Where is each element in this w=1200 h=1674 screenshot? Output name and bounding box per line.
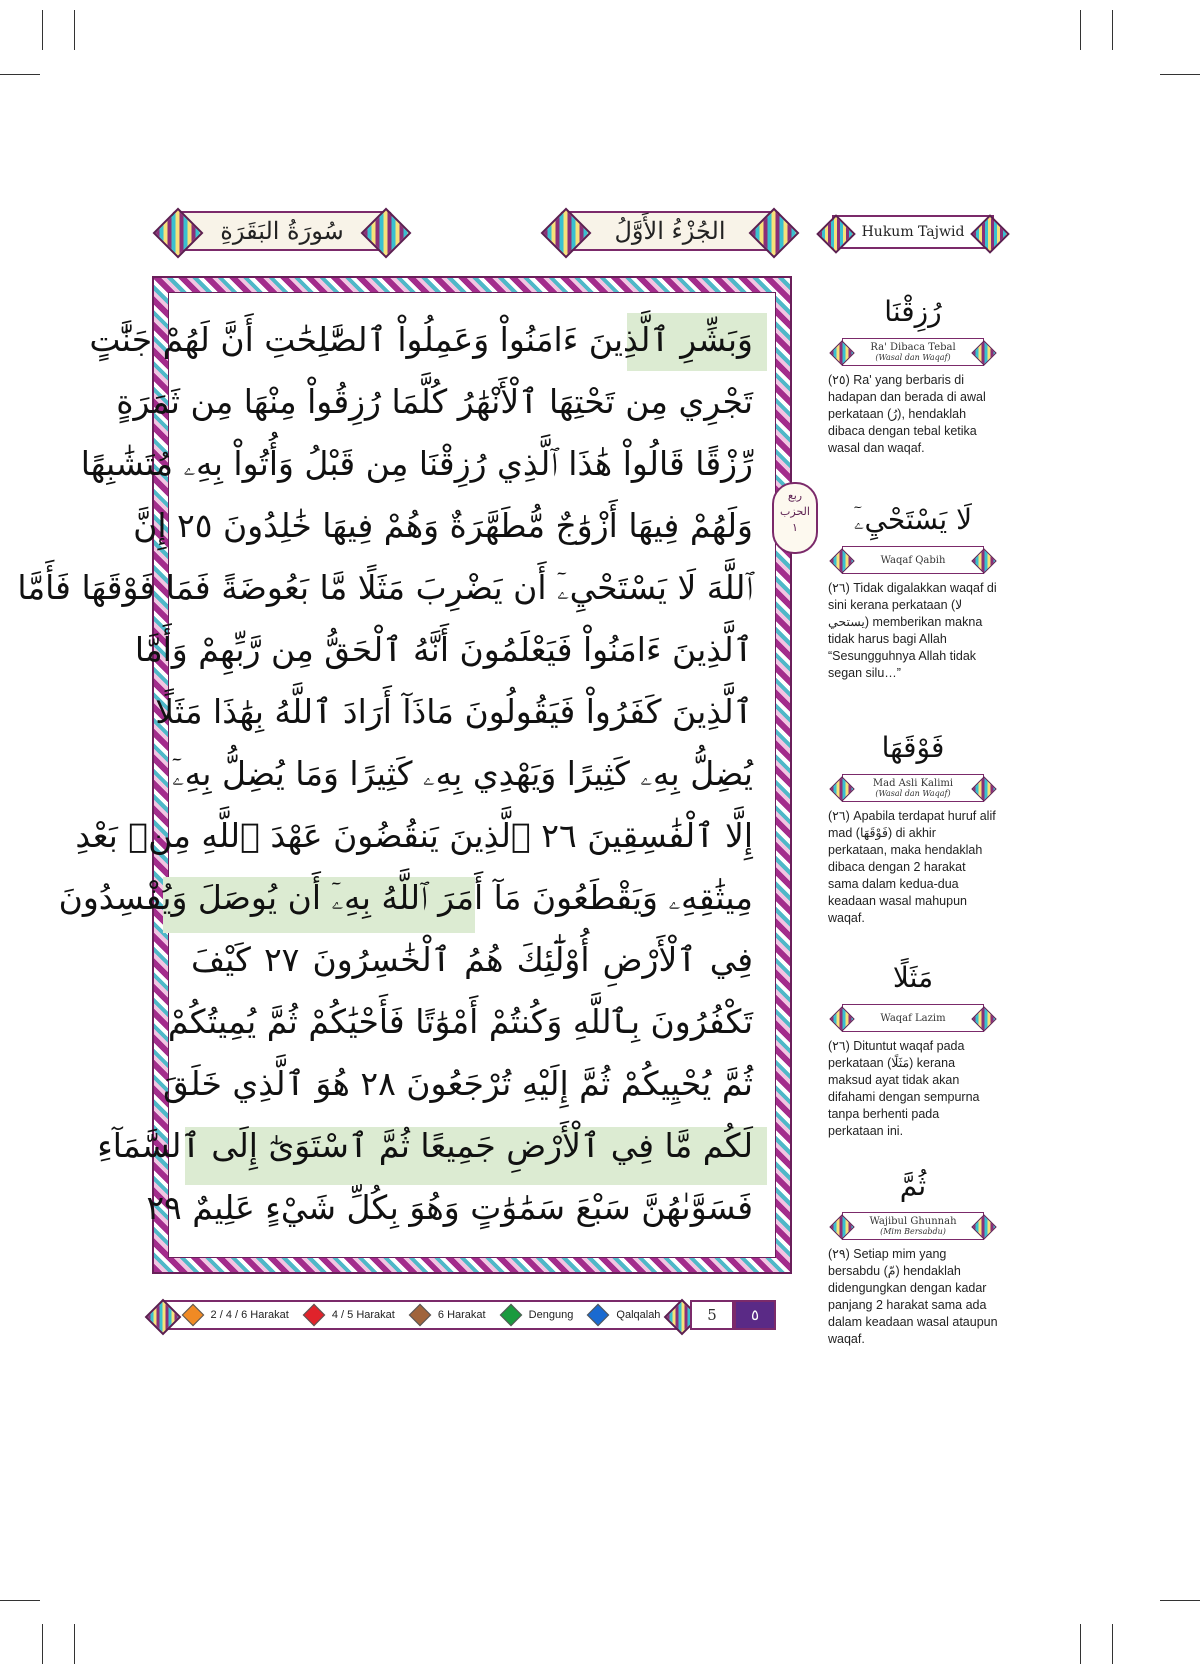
tajwid-note-description: (٢٦) Apabila terdapat huruf alif mad (فَوْقَهَا) di akhir perkataan, maka hendaklah dibaca dengan 2 harakat sama dalam kedua-dua keadaan wasal mahupun waqaf.: [828, 809, 996, 925]
tajwid-note-word: مَثَلًا: [892, 961, 934, 994]
ornament-diamond-icon: [971, 1214, 996, 1239]
legend-label: 2 / 4 / 6 Harakat: [210, 1309, 289, 1321]
ornament-diamond-icon: [145, 1299, 182, 1336]
ornament-diamond-icon: [153, 208, 204, 259]
tajwid-note-label: Wajibul Ghunnah: [869, 1216, 957, 1227]
verse-line: ثُمَّ يُحْيِيكُمْ ثُمَّ إِلَيْهِ تُرْجَعُونَ ٢٨ هُوَ ٱلَّذِي خَلَقَ: [163, 1064, 753, 1103]
crop-mark: [1112, 10, 1113, 50]
verse-line: رِّزْقًا قَالُواْ هَٰذَا ٱلَّذِي رُزِقْنَا مِن قَبْلُ وَأُتُواْ بِهِۦ مُتَشَٰبِهًا: [80, 444, 753, 483]
crop-mark: [42, 1624, 43, 1664]
verse-line: فَسَوَّىٰهُنَّ سَبْعَ سَمَٰوَٰتٍ وَهُوَ بِكُلِّ شَيْءٍ عَلِيمٌ ٢٩: [146, 1188, 753, 1227]
ornament-diamond-icon: [541, 208, 592, 259]
tajwid-note-label-box: [842, 1212, 984, 1240]
crop-mark: [1160, 1600, 1200, 1601]
verse-line: وَلَهُمْ فِيهَا أَزْوَٰجٌ مُّطَهَّرَةٌ وَهُمْ فِيهَا خَٰلِدُونَ ٢٥ إِنَّ: [133, 506, 753, 545]
verse-page: [17, 292, 776, 1258]
crop-mark: [1080, 10, 1081, 50]
tajwid-note-description: (٢٦) Dituntut waqaf pada perkataan (مَثَلًا) kerana maksud ayat tidak akan difahami dengan sempurna tanpa berhenti pada perkataan ini.: [828, 1039, 980, 1138]
ornament-diamond-icon: [816, 214, 856, 254]
brown-diamond-icon: [409, 1304, 432, 1327]
verse-line: يُضِلُّ بِهِۦ كَثِيرًا وَيَهْدِي بِهِۦ كَثِيرًا وَمَا يُضِلُّ بِهِۦٓ: [172, 754, 753, 793]
tajwid-note-word: لَا يَسْتَحْيِۦٓ: [853, 503, 973, 536]
tajwid-panel-title: Hukum Tajwid: [861, 224, 965, 240]
ornament-diamond-icon: [970, 214, 1010, 254]
crop-mark: [1112, 1624, 1113, 1664]
legend-item: [306, 1307, 395, 1323]
hizb-marker-line: ١: [792, 521, 798, 534]
red-diamond-icon: [303, 1304, 326, 1327]
tajwid-note-label-box: [842, 546, 984, 574]
verse-line: إِلَّا ٱلْفَٰسِقِينَ ٢٦ ٱلَّذِينَ يَنقُضُونَ عَهْدَ ٱللَّهِ مِنۢ بَعْدِ: [75, 816, 753, 855]
tajwid-note-label: Ra' Dibaca Tebal: [870, 342, 956, 353]
hizb-marker-line: الحزب: [780, 505, 810, 518]
tajwid-note-label: Mad Asli Kalimi: [872, 778, 954, 789]
verse-line: لَكُم مَّا فِي ٱلْأَرْضِ جَمِيعًا ثُمَّ ٱسْتَوَىٰٓ إِلَى ٱلسَّمَآءِ: [97, 1126, 753, 1165]
legend-item: [185, 1307, 289, 1323]
ornament-diamond-icon: [749, 208, 800, 259]
hizb-marker-line: ربع: [787, 489, 803, 502]
crop-mark: [74, 10, 75, 50]
crop-mark: [0, 74, 40, 75]
tajwid-note-label: Waqaf Lazim: [880, 1012, 946, 1024]
tajwid-note-label-box: [842, 774, 984, 802]
verse-line: تَجْرِي مِن تَحْتِهَا ٱلْأَنْهَٰرُ كُلَّمَا رُزِقُواْ مِنْهَا مِن ثَمَرَةٍ: [116, 382, 753, 421]
verse-line: فِي ٱلْأَرْضِ أُوْلَٰٓئِكَ هُمُ ٱلْخَٰسِرُونَ ٢٧ كَيْفَ: [191, 940, 753, 979]
hizb-marker: [772, 482, 818, 554]
ornament-diamond-icon: [829, 340, 854, 365]
verse-line: ٱلَّذِينَ كَفَرُواْ فَيَقُولُونَ مَاذَآ أَرَادَ ٱللَّهُ بِهَٰذَا مَثَلًا: [155, 692, 753, 731]
tajwid-note: [828, 292, 998, 457]
ornament-diamond-icon: [829, 548, 854, 573]
tajwid-note-description: (٢٩) Setiap mim yang bersabdu (مّ) hendaklah didengungkan dengan kadar panjang 2 harakat sama ada dalam keadaan wasal ataupun waqaf.: [828, 1247, 998, 1346]
tajwid-note-sublabel: (Wasal dan Waqaf): [875, 353, 951, 362]
tajwid-note: [828, 728, 998, 927]
tajwid-color-legend: [160, 1300, 685, 1330]
tajwid-note-word: ثُمَّ: [899, 1169, 927, 1202]
tajwid-panel-header: [832, 215, 994, 249]
ornament-diamond-icon: [971, 1006, 996, 1031]
page-number-latin: 5: [690, 1300, 734, 1330]
tajwid-note-sublabel: (Wasal dan Waqaf): [875, 789, 951, 798]
tajwid-note-label-box: [842, 1004, 984, 1032]
surah-title: سُورَةُ البَقَرَةِ: [220, 217, 344, 245]
surah-title-banner: [172, 211, 392, 251]
ornament-diamond-icon: [829, 776, 854, 801]
verse-line: وَبَشِّرِ ٱلَّذِينَ ءَامَنُواْ وَعَمِلُواْ ٱلصَّٰلِحَٰتِ أَنَّ لَهُمْ جَنَّٰتٍ: [89, 320, 753, 359]
tajwid-note-label-box: [842, 338, 984, 366]
verse-line: ٱللَّهَ لَا يَسْتَحْيِۦٓ أَن يَضْرِبَ مَثَلًا مَّا بَعُوضَةً فَمَا فَوْقَهَا فَأَمَّا: [17, 568, 753, 607]
blue-diamond-icon: [587, 1304, 610, 1327]
tajwid-note-description: (٢٥) Ra' yang berbaris di hadapan dan berada di awal perkataan (رُ), hendaklah dibaca dengan tebal ketika wasal dan waqaf.: [828, 373, 986, 455]
tajwid-note: [828, 1166, 998, 1348]
tajwid-note-label: Waqaf Qabih: [880, 554, 946, 566]
crop-mark: [0, 1600, 40, 1601]
orange-diamond-icon: [181, 1304, 204, 1327]
tajwid-note: [828, 958, 998, 1140]
juz-title: الجُزْءُ الأَوَّلُ: [614, 217, 726, 245]
legend-label: 6 Harakat: [437, 1309, 486, 1321]
page-number-arabic: ٥: [734, 1300, 776, 1330]
ornament-diamond-icon: [971, 548, 996, 573]
legend-item: [503, 1307, 574, 1323]
verse-line: تَكْفُرُونَ بِٱللَّهِ وَكُنتُمْ أَمْوَٰتًا فَأَحْيَٰكُمْ ثُمَّ يُمِيتُكُمْ: [167, 1002, 753, 1041]
tajwid-note-word: فَوْقَهَا: [881, 731, 945, 764]
legend-item: [590, 1307, 660, 1323]
crop-mark: [1160, 74, 1200, 75]
legend-item: [412, 1307, 486, 1323]
tajwid-note-sublabel: (Mim Bersabdu): [880, 1227, 946, 1236]
crop-mark: [74, 1624, 75, 1664]
legend-label: Qalqalah: [616, 1309, 661, 1321]
ornament-diamond-icon: [829, 1006, 854, 1031]
ornament-diamond-icon: [971, 776, 996, 801]
verse-line: مِيثَٰقِهِۦ وَيَقْطَعُونَ مَآ أَمَرَ ٱللَّهُ بِهِۦٓ أَن يُوصَلَ وَيُفْسِدُونَ: [58, 878, 753, 917]
ornament-diamond-icon: [829, 1214, 854, 1239]
verse-frame: [17, 276, 792, 1274]
tajwid-note: [828, 500, 998, 682]
ornament-diamond-icon: [971, 340, 996, 365]
green-diamond-icon: [499, 1304, 522, 1327]
ornament-diamond-icon: [361, 208, 412, 259]
legend-label: 4 / 5 Harakat: [331, 1309, 395, 1321]
verse-line: ٱلَّذِينَ ءَامَنُواْ فَيَعْلَمُونَ أَنَّهُ ٱلْحَقُّ مِن رَّبِّهِمْ وَأَمَّا: [134, 630, 753, 669]
tajwid-note-word: رُزِقْنَا: [884, 295, 942, 328]
crop-mark: [42, 10, 43, 50]
crop-mark: [1080, 1624, 1081, 1664]
legend-label: Dengung: [528, 1309, 574, 1321]
juz-title-banner: [560, 211, 780, 251]
tajwid-note-description: (٢٦) Tidak digalakkan waqaf di sini kerana perkataan (لا يستحي) memberikan makna tidak harus bagi Allah “Sesungguhnya Allah tidak segan silu…”: [828, 581, 997, 680]
